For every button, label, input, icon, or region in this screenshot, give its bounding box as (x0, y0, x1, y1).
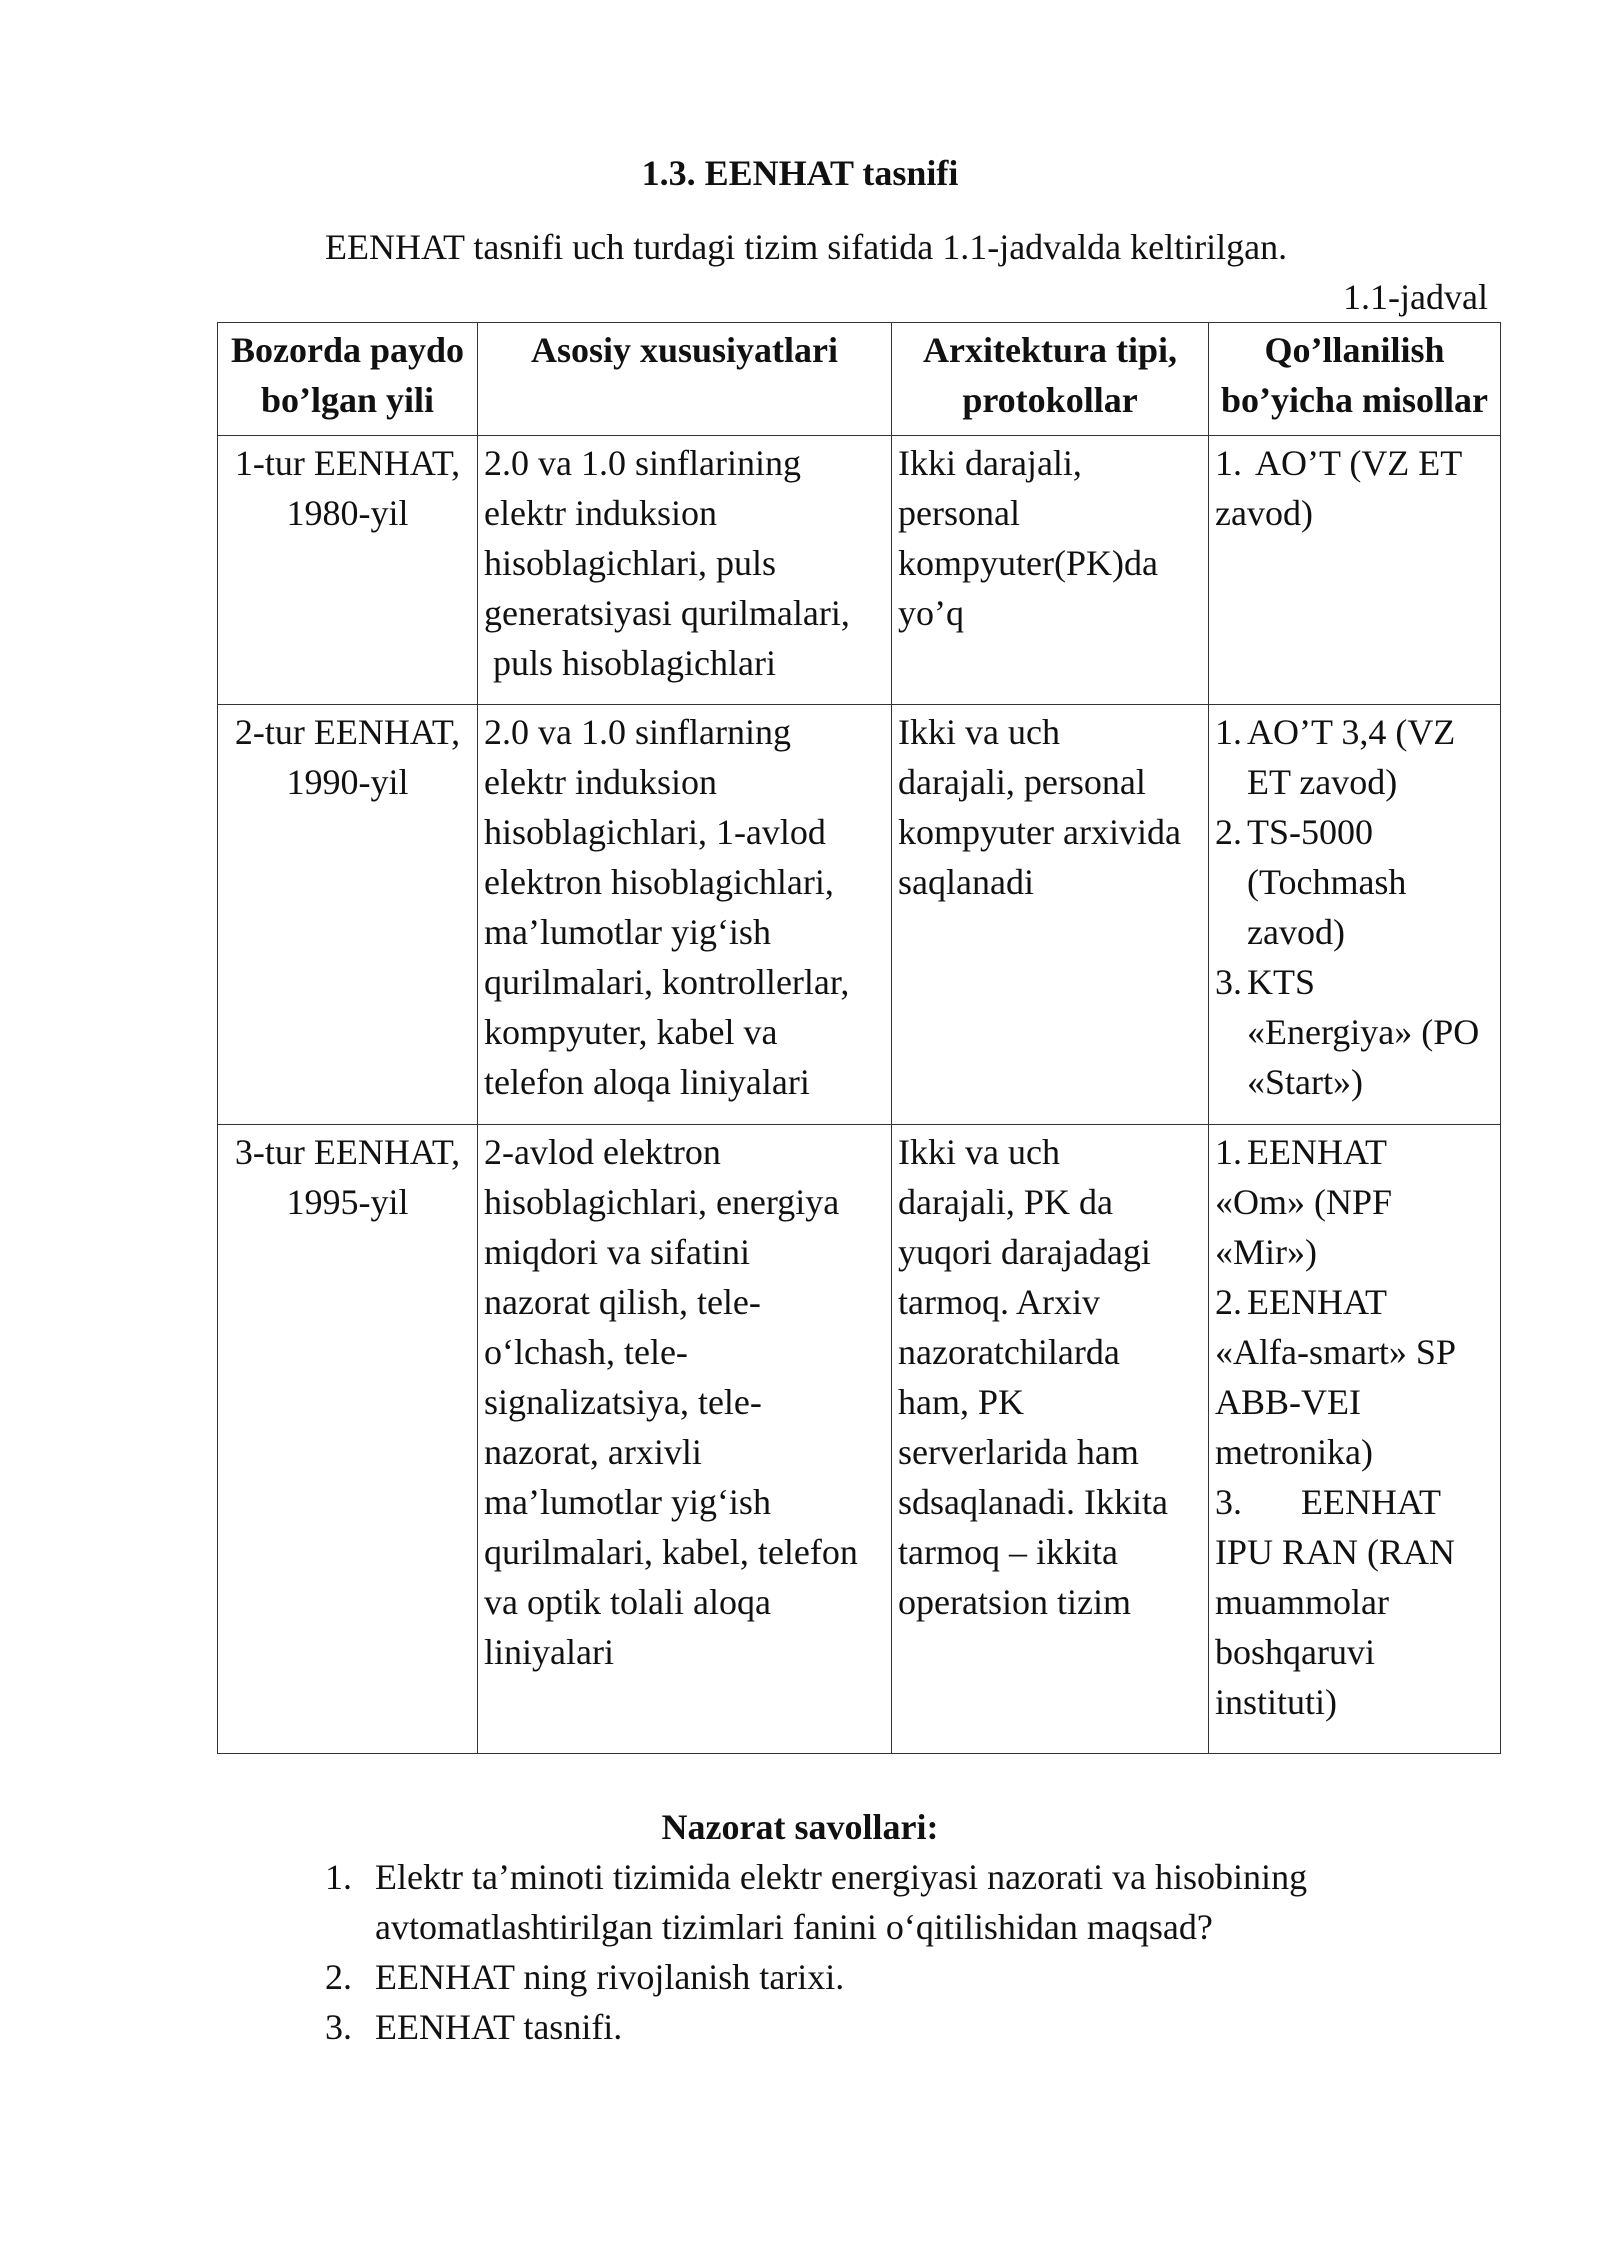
header-text: Qo’llanilish (1264, 330, 1445, 370)
cell-features (478, 1125, 892, 1754)
cell-text: IPU RAN (RAN (1215, 1532, 1456, 1572)
cell-text: yuqori darajadagi (898, 1232, 1151, 1272)
list-number: 1. (1215, 443, 1242, 483)
question-number: 3. (325, 2007, 352, 2047)
cell-features (478, 436, 892, 705)
header-features (478, 323, 892, 436)
cell-architecture (892, 705, 1209, 1125)
list-item (1215, 1127, 1494, 1177)
question-number: 1. (325, 1857, 352, 1897)
cell-text: 1980-yil (286, 493, 409, 533)
cell-text: telefon aloqa liniyalari (484, 1062, 810, 1102)
list-number: 3. (1215, 962, 1242, 1002)
cell-text: kompyuter, kabel va (484, 1012, 778, 1052)
table-row (218, 436, 1501, 705)
cell-examples (1209, 1125, 1501, 1754)
cell-text: tarmoq – ikkita (898, 1532, 1118, 1572)
cell-text: 1995-yil (286, 1182, 409, 1222)
cell-text: nazorat, arxivli (484, 1432, 702, 1472)
list-item (1215, 438, 1494, 488)
header-text: Arxitektura tipi, (923, 330, 1177, 370)
header-text: bo’lgan yili (260, 380, 435, 420)
question-item (325, 2002, 1425, 2052)
cell-text: 2-tur EENHAT, (234, 712, 461, 752)
list-number: 3. (1215, 1482, 1242, 1522)
cell-text: 1990-yil (286, 762, 409, 802)
cell-text: qurilmalari, kontrollerlar, (484, 962, 850, 1002)
cell-text: TS-5000 (1247, 812, 1373, 852)
cell-architecture (892, 436, 1209, 705)
cell-text: liniyalari (484, 1632, 614, 1672)
question-text: EENHAT ning rivojlanish tarixi. (375, 1957, 845, 1997)
cell-text: qurilmalari, kabel, telefon (484, 1532, 858, 1572)
cell-text: ET zavod) (1247, 762, 1398, 802)
list-item (1215, 1477, 1494, 1527)
cell-text: 1-tur EENHAT, (234, 443, 461, 483)
list-number: 1. (1215, 712, 1242, 752)
cell-text: nazoratchilarda (898, 1332, 1120, 1372)
classification-table (217, 322, 1501, 1754)
header-text: Bozorda paydo (230, 330, 465, 370)
cell-examples (1209, 436, 1501, 705)
cell-text: elektr induksion (484, 493, 717, 533)
cell-text: 2.0 va 1.0 sinflarining (484, 443, 801, 483)
cell-text: puls hisoblagichlari (484, 643, 776, 683)
cell-year (218, 436, 478, 705)
cell-text: AO’T (VZ ET (1255, 443, 1463, 483)
cell-text: generatsiyasi qurilmalari, (484, 593, 850, 633)
cell-text: ham, PK (898, 1382, 1024, 1422)
header-text: bo’yicha misollar (1221, 380, 1488, 420)
cell-text: instituti) (1215, 1682, 1338, 1722)
question-item (325, 1852, 1425, 1952)
cell-text: kompyuter(PK)da (898, 543, 1158, 583)
header-examples (1209, 323, 1501, 436)
cell-text: va optik tolali aloqa (484, 1582, 771, 1622)
table-row (218, 1125, 1501, 1754)
cell-examples (1209, 705, 1501, 1125)
cell-text: tarmoq. Arxiv (898, 1282, 1100, 1322)
cell-text: ma’lumotlar yig‘ish (484, 912, 771, 952)
cell-text: Ikki va uch (898, 712, 1060, 752)
examples-list (1215, 1277, 1494, 1327)
table-row (218, 705, 1501, 1125)
cell-text: signalizatsiya, tele- (484, 1382, 762, 1422)
header-year (218, 323, 478, 436)
section-title: 1.3. EENHAT tasnifi (641, 153, 959, 193)
table-caption: 1.1-jadval (1343, 277, 1488, 317)
cell-text: elektron hisoblagichlari, (484, 862, 834, 902)
cell-text: 3-tur EENHAT, (234, 1132, 461, 1172)
cell-text: elektr induksion (484, 762, 717, 802)
cell-text: Ikki va uch (898, 1132, 1060, 1172)
question-item (325, 1952, 1425, 2002)
list-item (1215, 807, 1494, 957)
cell-text: sdsaqlanadi. Ikkita (898, 1482, 1168, 1522)
header-architecture (892, 323, 1209, 436)
cell-text: Ikki darajali, (898, 443, 1082, 483)
cell-text: darajali, personal (898, 762, 1146, 802)
examples-list (1215, 438, 1494, 488)
table-header-row (218, 323, 1501, 436)
cell-text: 2-avlod elektron (484, 1132, 721, 1172)
questions-title: Nazorat savollari: (661, 1807, 939, 1847)
list-number: 2. (1215, 1282, 1242, 1322)
examples-list (1215, 1127, 1494, 1177)
examples-list (1215, 707, 1494, 1107)
cell-text: darajali, PK da (898, 1182, 1113, 1222)
cell-text: (Tochmash (1247, 862, 1407, 902)
cell-text: kompyuter arxivida (898, 812, 1181, 852)
header-text: Asosiy xususiyatlari (530, 330, 839, 370)
cell-text: boshqaruvi (1215, 1632, 1375, 1672)
cell-text: ma’lumotlar yig‘ish (484, 1482, 771, 1522)
cell-text: «Mir») (1215, 1232, 1317, 1272)
cell-text: personal (898, 493, 1020, 533)
cell-text: hisoblagichlari, puls (484, 543, 776, 583)
cell-text: zavod) (1247, 912, 1345, 952)
cell-year (218, 1125, 478, 1754)
question-text: Elektr ta’minoti tizimida elektr energiyasi nazorati va hisobining (375, 1857, 1308, 1897)
cell-text: AO’T 3,4 (VZ (1247, 712, 1456, 752)
cell-text: hisoblagichlari, 1-avlod (484, 812, 826, 852)
cell-text: muammolar (1215, 1582, 1389, 1622)
header-text: protokollar (962, 380, 1138, 420)
cell-text: «Om» (NPF (1215, 1182, 1393, 1222)
cell-text: KTS (1247, 962, 1316, 1002)
questions-list (325, 1852, 1425, 2052)
cell-text: saqlanadi (898, 862, 1034, 902)
list-item (1215, 1277, 1494, 1327)
intro-paragraph: EENHAT tasnifi uch turdagi tizim sifatida 1.1-jadvalda keltirilgan. (325, 227, 1288, 267)
cell-text: EENHAT (1247, 1132, 1387, 1172)
cell-architecture (892, 1125, 1209, 1754)
cell-year (218, 705, 478, 1125)
cell-text: «Energiya» (PO (1247, 1012, 1480, 1052)
examples-list (1215, 1477, 1494, 1527)
cell-text: operatsion tizim (898, 1582, 1131, 1622)
cell-text: EENHAT (1301, 1482, 1441, 1522)
list-item (1215, 707, 1494, 807)
list-number: 1. (1215, 1132, 1242, 1172)
cell-text: o‘lchash, tele- (484, 1332, 688, 1372)
cell-features (478, 705, 892, 1125)
question-text: avtomatlashtirilgan tizimlari fanini o‘qitilishidan maqsad? (375, 1907, 1213, 1947)
list-number: 2. (1215, 812, 1242, 852)
cell-text: miqdori va sifatini (484, 1232, 750, 1272)
cell-text: serverlarida ham (898, 1432, 1139, 1472)
cell-text: metronika) (1215, 1432, 1373, 1472)
cell-text: «Alfa-smart» SP (1215, 1332, 1456, 1372)
question-text: EENHAT tasnifi. (375, 2007, 623, 2047)
cell-text: zavod) (1215, 493, 1313, 533)
cell-text: yo’q (898, 593, 964, 633)
question-number: 2. (325, 1957, 352, 1997)
list-item (1215, 957, 1494, 1107)
cell-text: EENHAT (1247, 1282, 1387, 1322)
cell-text: «Start») (1247, 1062, 1363, 1102)
cell-text: ABB-VEI (1215, 1382, 1361, 1422)
cell-text: hisoblagichlari, energiya (484, 1182, 840, 1222)
cell-text: 2.0 va 1.0 sinflarning (484, 712, 791, 752)
cell-text: nazorat qilish, tele- (484, 1282, 761, 1322)
